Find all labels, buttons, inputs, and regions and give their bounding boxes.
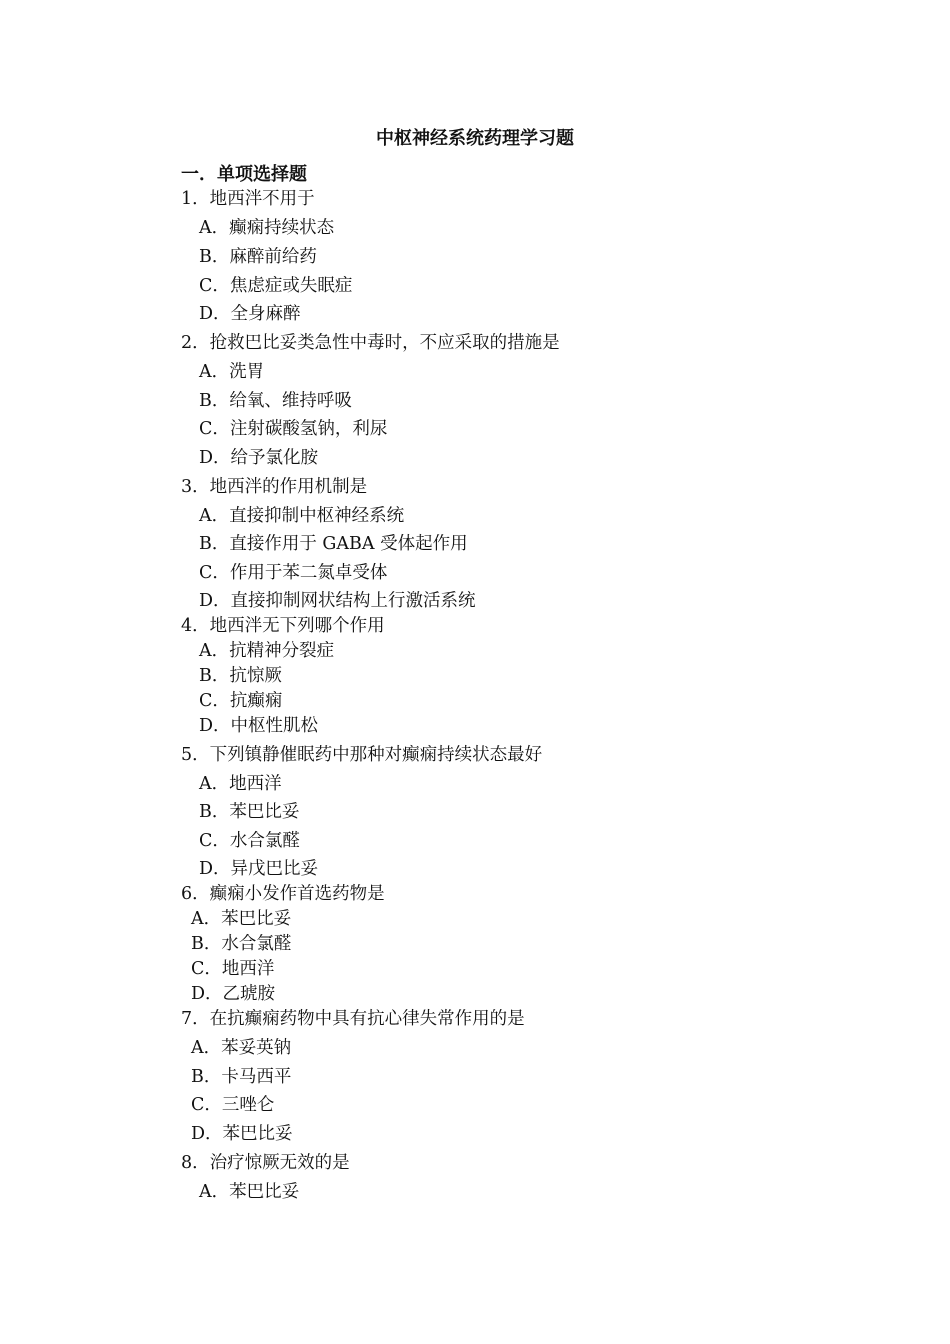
question-stem: 6．癫痫小发作首选药物是 <box>181 884 385 904</box>
option: A．抗精神分裂症 <box>199 641 335 661</box>
option: D．乙琥胺 <box>191 984 276 1004</box>
option: A．苯妥英钠 <box>191 1038 292 1058</box>
option: C．焦虑症或失眠症 <box>199 276 353 296</box>
option: A．癫痫持续状态 <box>199 218 335 238</box>
section-heading: 一．单项选择题 <box>181 164 307 185</box>
question-stem: 2．抢救巴比妥类急性中毒时，不应采取的措施是 <box>181 333 560 353</box>
option: A．直接抑制中枢神经系统 <box>199 506 405 526</box>
option: C．注射碳酸氢钠，利尿 <box>199 419 388 439</box>
option: B．抗惊厥 <box>199 666 282 686</box>
question-stem: 5．下列镇静催眠药中那种对癫痫持续状态最好 <box>181 745 543 765</box>
option: C．作用于苯二氮卓受体 <box>199 563 388 583</box>
option: A．苯巴比妥 <box>191 909 292 929</box>
option: B．麻醉前给药 <box>199 247 317 267</box>
option: D．中枢性肌松 <box>199 716 319 736</box>
option: A．苯巴比妥 <box>199 1182 300 1202</box>
option: B．苯巴比妥 <box>199 802 300 822</box>
option: B．给氧、维持呼吸 <box>199 391 352 411</box>
option: A．洗胃 <box>199 362 265 382</box>
option: C．抗癫痫 <box>199 691 283 711</box>
option: D．全身麻醉 <box>199 304 301 324</box>
option: D．给予氯化胺 <box>199 448 319 468</box>
option: B．水合氯醛 <box>191 934 292 954</box>
question-stem: 3．地西泮的作用机制是 <box>181 477 368 497</box>
option: D．异戊巴比妥 <box>199 859 319 879</box>
option: C．水合氯醛 <box>199 831 300 851</box>
option: D．苯巴比妥 <box>191 1124 293 1144</box>
question-stem: 7．在抗癫痫药物中具有抗心律失常作用的是 <box>181 1009 525 1029</box>
option: C．地西洋 <box>191 959 275 979</box>
question-stem: 4．地西泮无下列哪个作用 <box>181 616 385 636</box>
option: B．直接作用于 GABA 受体起作用 <box>199 534 468 554</box>
document-title: 中枢神经系统药理学习题 <box>376 128 574 149</box>
option: A．地西洋 <box>199 774 282 794</box>
question-stem: 8．治疗惊厥无效的是 <box>181 1153 350 1173</box>
question-stem: 1．地西泮不用于 <box>181 189 315 209</box>
option: C．三唑仑 <box>191 1095 275 1115</box>
option: D．直接抑制网状结构上行激活系统 <box>199 591 476 611</box>
option: B．卡马西平 <box>191 1067 292 1087</box>
